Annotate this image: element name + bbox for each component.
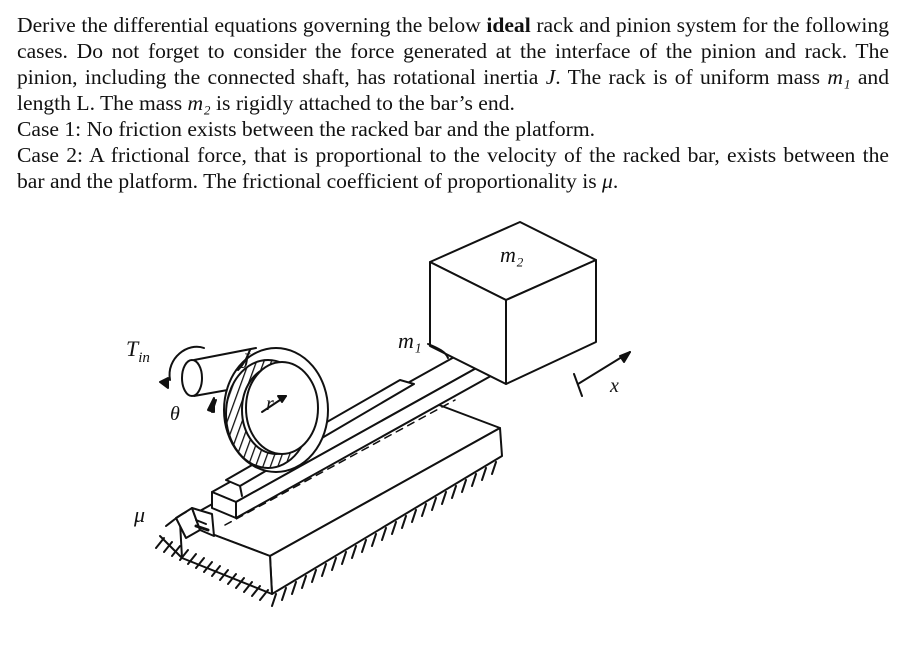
angle-label: θ xyxy=(170,403,180,425)
case-1: Case 1: No friction exists between the racked bar and the platform. xyxy=(17,117,596,141)
m2-label: m₂ xyxy=(500,242,524,267)
intro-m2-symbol: m₂ xyxy=(187,91,211,115)
case-2-mu-symbol: μ xyxy=(602,169,613,193)
torque-label: $T_{in}$ xyxy=(126,336,150,366)
case-2-end: . xyxy=(612,169,619,193)
intro-text-3: . The rack is of uniform mass xyxy=(555,65,828,89)
intro-text-1: Derive the differential equations governing the below xyxy=(17,13,487,37)
friction-label: μ xyxy=(134,502,146,527)
inertia-label: J xyxy=(240,348,250,373)
case-2-text: Case 2: A frictional force, that is proportional to the velocity of the racked bar, exists between the bar and the platform. The frictional coefficient of proportionality is xyxy=(17,143,889,193)
m1-label: m₁ xyxy=(398,328,422,353)
radius-label: r xyxy=(266,393,274,415)
intro-bold-ideal: ideal xyxy=(486,13,531,37)
theta-marker xyxy=(208,398,216,412)
intro-text-2: rack and pinion system for the following cases. Do not forget to consider the force generated at the interface of the pinion and rack. The pinion, including the connected shaft, has rotational inertia xyxy=(17,13,889,89)
intro-m1-symbol: m₁ xyxy=(827,65,851,89)
intro-text-5: is rigidly attached to the bar’s end. xyxy=(210,91,515,115)
intro-text-4: and length L. The mass xyxy=(17,65,890,115)
displacement-arrow xyxy=(574,352,630,396)
intro-inertia-symbol: J xyxy=(545,65,556,89)
displacement-label: x xyxy=(610,375,619,397)
